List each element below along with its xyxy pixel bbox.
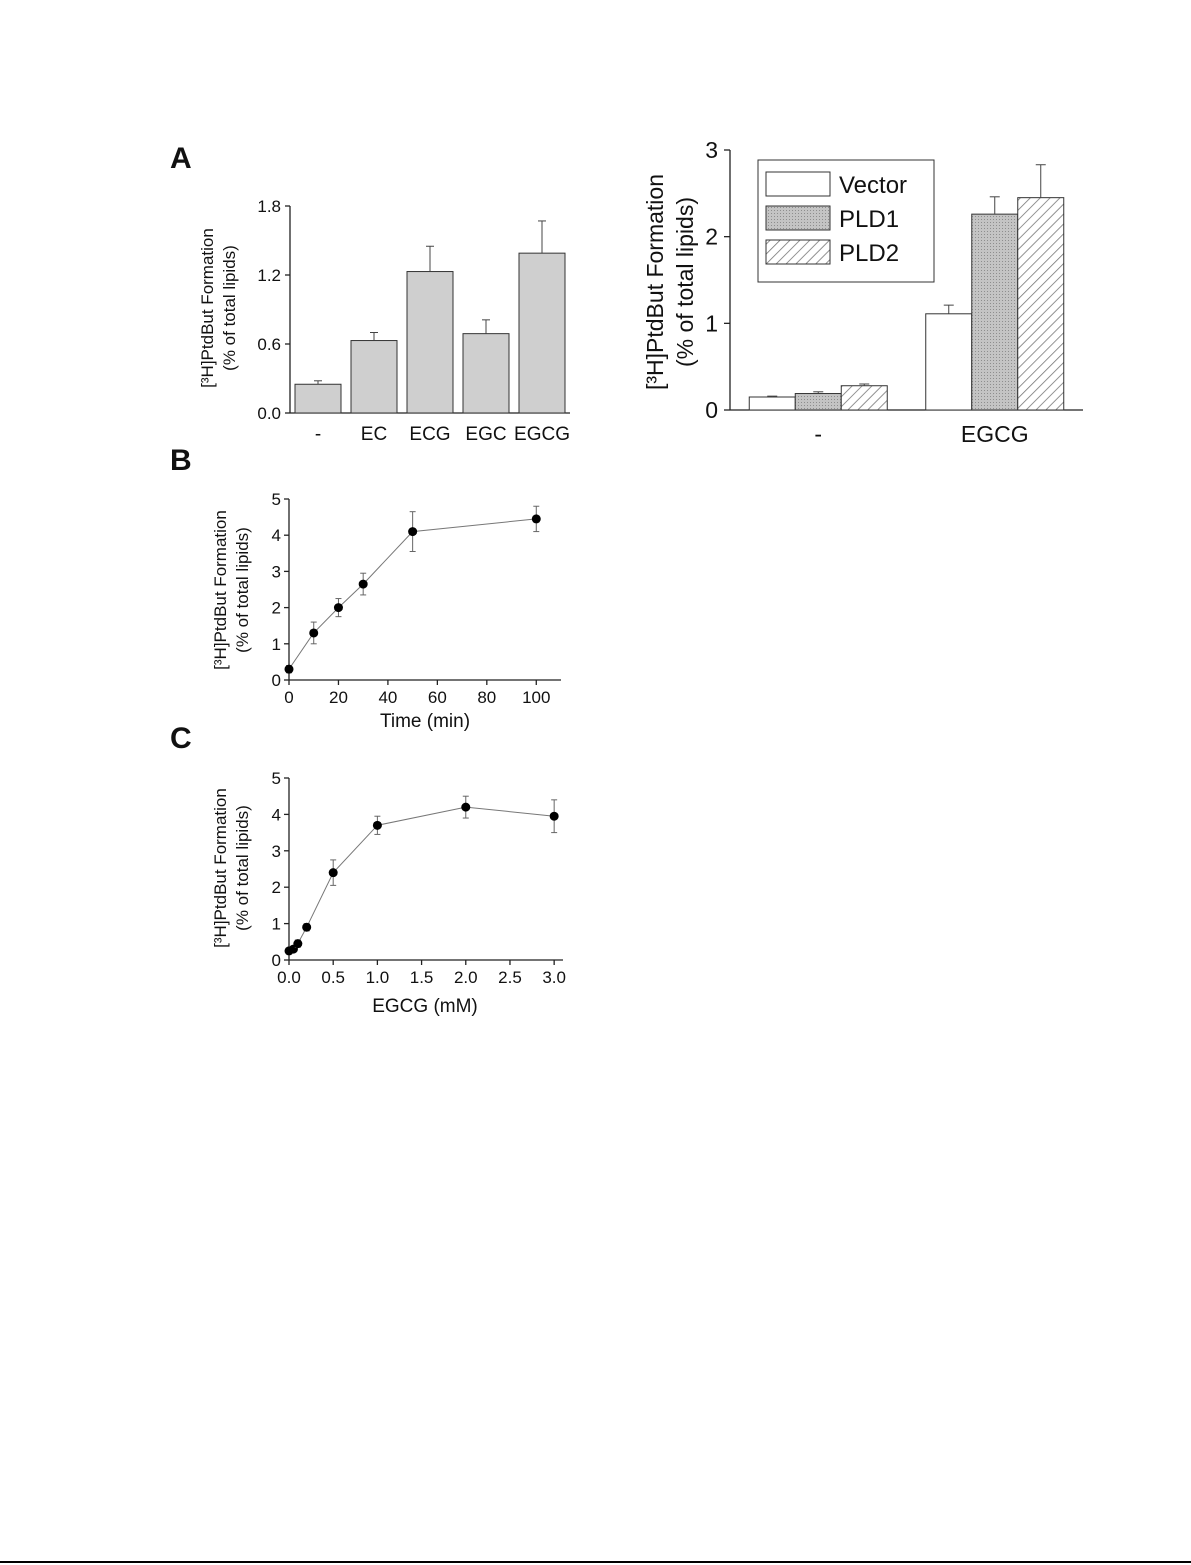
y-tick-label: 0 [271, 671, 281, 690]
x-axis-label: EGCG (mM) [372, 996, 478, 1017]
y-tick-label: 1 [705, 310, 718, 337]
y-tick-label: 2 [705, 223, 718, 250]
x-tick-label: 20 [328, 688, 348, 707]
y-axis-label-line1: [³H]PtdBut Formation [211, 510, 230, 670]
bar-pld2-control [841, 386, 887, 410]
y-tick-label: 3 [271, 562, 281, 582]
y-axis-label-line2: (% of total lipids) [672, 196, 698, 368]
x-tick-label: 100 [522, 688, 551, 707]
x-tick-label: 80 [477, 688, 497, 707]
y-tick-label: 2 [271, 598, 281, 618]
y-axis-label-line2: (% of total lipids) [233, 527, 252, 653]
chart-a-left [198, 197, 570, 445]
legend-swatch-vector [766, 172, 830, 196]
data-point [550, 812, 559, 821]
x-category-label: - [314, 424, 322, 445]
bar-ec [351, 341, 397, 413]
panel-label-c: C [170, 722, 192, 755]
legend-label-pld1: PLD1 [839, 206, 900, 233]
x-category-label: ECG [409, 424, 451, 445]
data-point [532, 514, 541, 523]
y-tick-label: 1.2 [257, 266, 281, 285]
legend-label-vector: Vector [839, 172, 908, 199]
series-line [289, 807, 554, 951]
legend-swatch-pld1 [766, 206, 830, 230]
data-point [408, 527, 417, 536]
x-tick-label: 1.0 [365, 968, 390, 987]
x-tick-label: 0 [284, 688, 294, 707]
x-tick-label: 3.0 [542, 968, 566, 987]
x-tick-label: 0.5 [321, 968, 346, 987]
y-tick-label: 5 [271, 769, 281, 788]
y-tick-label: 3 [705, 137, 718, 163]
y-tick-label: 5 [271, 490, 281, 509]
legend-swatch-pld2 [766, 240, 830, 264]
data-point [359, 580, 368, 589]
y-tick-label: 3 [271, 841, 281, 861]
data-point [285, 665, 294, 674]
y-tick-label: 1 [271, 914, 281, 934]
bottom-rule [0, 1561, 1191, 1563]
data-point [461, 803, 470, 812]
y-tick-label: 2 [271, 878, 281, 898]
y-tick-label: 1.8 [257, 197, 281, 216]
x-category-label: EGCG [960, 421, 1029, 447]
panel-label-a: A [170, 142, 192, 175]
y-tick-label: 1 [271, 634, 281, 654]
bar-vector-egcg [926, 314, 972, 410]
x-tick-label: 0.0 [277, 968, 301, 987]
data-point [302, 923, 311, 932]
y-axis-label-line2: (% of total lipids) [220, 245, 239, 371]
y-tick-label: 4 [271, 805, 281, 825]
bar-egcg [519, 253, 565, 413]
chart-c [211, 769, 566, 1017]
x-tick-label: 60 [427, 688, 447, 707]
y-tick-label: 0 [705, 397, 718, 423]
x-tick-label: 1.5 [409, 968, 434, 987]
y-axis-label-line1: [³H]PtdBut Formation [198, 228, 217, 388]
bar-ecg [407, 272, 453, 413]
bar-egc [463, 334, 509, 413]
bar-pld1-control [795, 394, 841, 410]
bar-vector-control [749, 397, 795, 410]
x-category-label: - [814, 421, 823, 447]
bar-control [295, 384, 341, 413]
data-point [329, 868, 338, 877]
x-category-label: EGCG [514, 424, 570, 445]
data-point [373, 821, 382, 830]
data-point [293, 939, 302, 948]
y-axis-label-line1: [³H]PtdBut Formation [642, 173, 668, 391]
bar-pld2-egcg [1018, 198, 1064, 410]
data-point [309, 628, 318, 637]
x-tick-label: 40 [378, 688, 398, 707]
y-tick-label: 0.0 [257, 404, 281, 423]
chart-a-right [642, 137, 1083, 447]
bar-pld1-egcg [972, 214, 1018, 410]
x-tick-label: 2.0 [453, 968, 478, 987]
panel-label-b: B [170, 444, 192, 477]
legend-label-pld2: PLD2 [839, 240, 900, 267]
chart-b [211, 490, 561, 732]
y-tick-label: 0 [271, 951, 281, 970]
data-point [334, 603, 343, 612]
y-tick-label: 0.6 [257, 335, 281, 354]
y-tick-label: 4 [271, 526, 281, 546]
y-axis-label-line1: [³H]PtdBut Formation [211, 788, 230, 948]
x-category-label: EC [360, 424, 388, 445]
x-category-label: EGC [465, 424, 507, 445]
y-axis-label-line2: (% of total lipids) [233, 805, 252, 931]
x-tick-label: 2.5 [498, 968, 522, 987]
x-axis-label: Time (min) [379, 711, 471, 732]
